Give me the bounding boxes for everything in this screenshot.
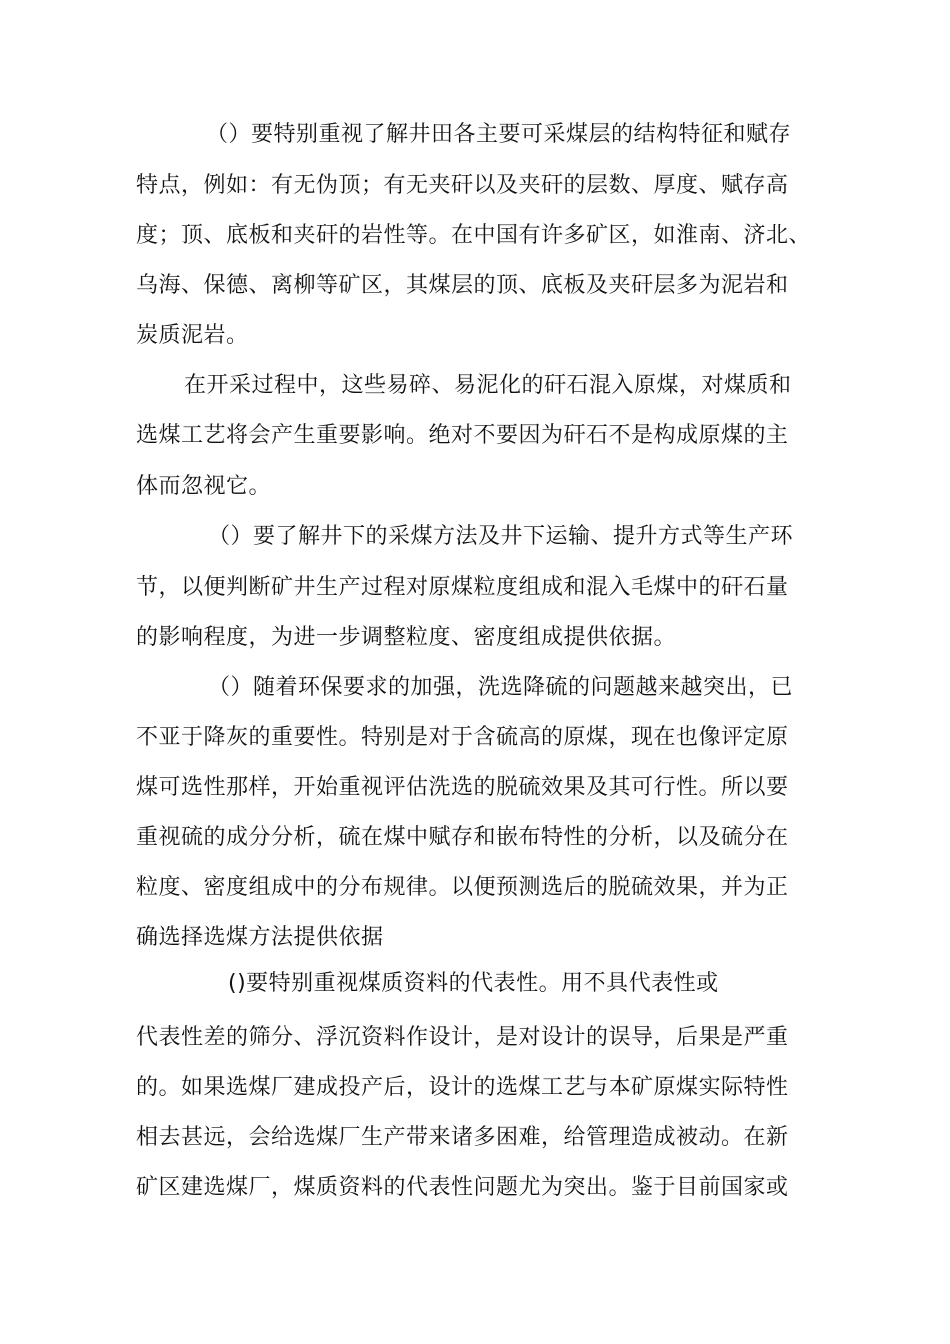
text-line: 在开采过程中，这些易碎、易泥化的矸石混入原煤，对煤质和: [184, 373, 792, 398]
text-line: 粒度、密度组成中的分布规律。以便预测选后的脱硫效果，并为正: [136, 875, 789, 900]
text-line: 的影响程度，为进一步调整粒度、密度组成提供依据。: [136, 625, 677, 650]
text-line: （）要了解井下的采煤方法及井下运输、提升方式等生产环: [208, 524, 794, 549]
text-line: 乌海、保德、离柳等矿区，其煤层的顶、底板及夹矸层多为泥岩和: [136, 273, 789, 298]
text-line: （）随着环保要求的加强，洗选降硫的问题越来越突出，已: [208, 675, 794, 700]
text-line: 不亚于降灰的重要性。特别是对于含硫高的原煤，现在也像评定原: [136, 725, 789, 750]
text-line: 确选择选煤方法提供依据: [136, 925, 384, 950]
text-line: 特点，例如：有无伪顶；有无夹矸以及夹矸的层数、厚度、赋存高: [136, 173, 789, 198]
text-line: 体而忽视它。: [136, 474, 272, 499]
text-line: 代表性差的筛分、浮沉资料作设计，是对设计的误导，后果是严重: [136, 1025, 789, 1050]
text-line: 相去甚远，会给选煤厂生产带来诸多困难，给管理造成被动。在新: [136, 1125, 789, 1150]
text-line: 的。如果选煤厂建成投产后，设计的选煤工艺与本矿原煤实际特性: [136, 1075, 789, 1100]
text-line: 重视硫的成分分析，硫在煤中赋存和嵌布特性的分析，以及硫分在: [136, 825, 789, 850]
text-line: ()要特别重视煤质资料的代表性。用不具代表性或: [228, 971, 719, 996]
text-line: 煤可选性那样，开始重视评估洗选的脱硫效果及其可行性。所以要: [136, 775, 789, 800]
text-line: 度；顶、底板和夹矸的岩性等。在中国有许多矿区，如淮南、济北、: [136, 223, 812, 248]
text-line: 炭质泥岩。: [136, 323, 249, 348]
text-line: （）要特别重视了解井田各主要可采煤层的结构特征和赋存: [206, 122, 792, 147]
text-line: 矿区建选煤厂，煤质资料的代表性问题尤为突出。鉴于目前国家或: [136, 1175, 789, 1200]
text-line: 节，以便判断矿井生产过程对原煤粒度组成和混入毛煤中的矸石量: [136, 575, 789, 600]
text-line: 选煤工艺将会产生重要影响。绝对不要因为矸石不是构成原煤的主: [136, 423, 789, 448]
